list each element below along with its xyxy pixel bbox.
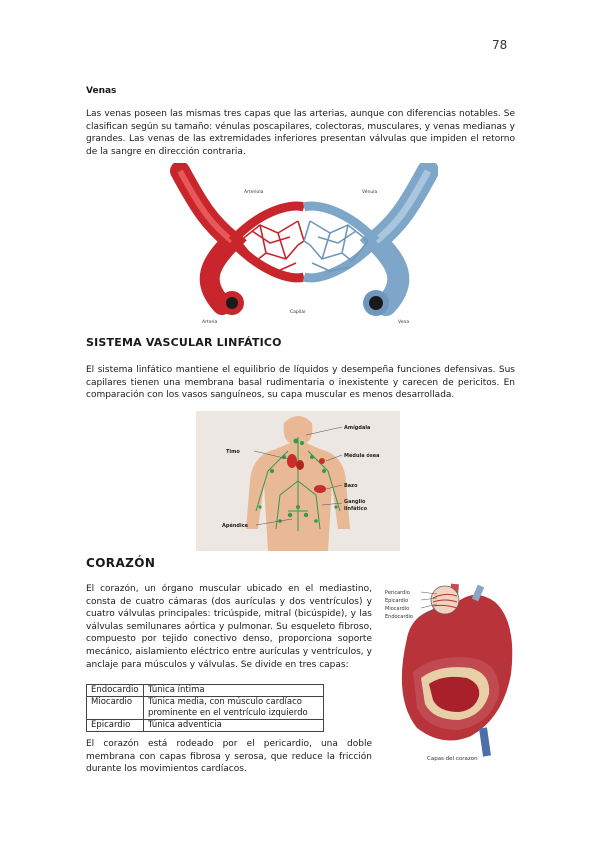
label-ganglio-2: linfático <box>344 506 368 512</box>
label-venula: Vénula <box>362 190 378 195</box>
layer-description-cell: Túnica adventicia <box>144 720 324 732</box>
label-endocardio: Endocardio <box>385 614 413 620</box>
vessels-illustration <box>170 163 438 328</box>
heart-layers-illustration <box>383 578 523 766</box>
layer-description-cell: Túnica íntima <box>144 685 324 697</box>
label-epicardio: Epicardio <box>385 598 409 604</box>
lymphatic-system-illustration <box>196 411 400 551</box>
paragraph-corazon-pericardio: El corazón está rodeado por el pericardio, una doble membrana con capas fibrosa y serosa, que reduce la fricción durante los movimientos cardíacos. <box>86 739 372 775</box>
table-row <box>87 685 324 697</box>
layer-name-cell: Epicardio <box>87 720 144 732</box>
label-amigdala: Amígdala <box>344 425 371 431</box>
label-arteriola: Arteriola <box>244 190 264 195</box>
paragraph-linfatico: El sistema linfático mantiene el equilibrio de líquidos y desempeña funciones defensivas. Sus capilares tienen una membrana basal rudimentaria o inexistente y carecen de pericitos. En comparación con los vasos sanguíneos, su capa muscular es menos desarrollada. <box>86 365 515 401</box>
layer-description-cell: Túnica media, con músculo cardíaco prominente en el ventrículo izquierdo <box>144 697 324 720</box>
paragraph-venas: Las venas poseen las mismas tres capas que las arterias, aunque con diferencias notables. Se clasifican según su tamaño: vénulas poscapilares, colectoras, musculares, y venas medianas y grandes. Las venas de las extremidades inferiores presentan válvulas que impiden el retorno de la sangre en dirección contraria. <box>86 109 515 157</box>
label-apendice: Apéndice <box>222 523 249 529</box>
section-title-corazon: CORAZÓN <box>86 556 156 570</box>
table-row <box>87 697 324 720</box>
figure-caption-heart: Capas del corazon <box>427 756 478 762</box>
layer-name-cell: Endocardio <box>87 685 144 697</box>
paragraph-corazon-intro: El corazón, un órgano muscular ubicado en el mediastino, consta de cuatro cámaras (dos aurículas y dos ventrículos) y cuatro válvulas principales: tricúspide, mitral (bicúspide), y las válvulas semilunares aórtica y pulmonar. Su esqueleto fibroso, compuesto por tejido conectivo denso, proporciona soporte mecánico, aislamiento eléctrico entre aurículas y ventrículos, y anclaje para músculos y válvulas. Se divide en tres capas: <box>86 584 372 670</box>
table-row <box>87 720 324 732</box>
label-ganglio-1: Ganglio <box>344 499 366 505</box>
label-arteria: Arteria <box>202 320 218 325</box>
label-vena: Vena <box>398 320 410 325</box>
label-miocardio: Miocardio <box>385 606 410 612</box>
label-bazo: Bazo <box>344 483 358 489</box>
label-timo: Timo <box>226 449 240 455</box>
label-pericardio: Pericardio <box>385 590 410 596</box>
layer-name-cell: Miocardio <box>87 697 144 720</box>
label-capilar: Capilar <box>290 310 306 315</box>
heart-layers-table <box>86 684 324 732</box>
label-medula: Médula ósea <box>344 453 380 459</box>
page-number: 78 <box>492 38 508 52</box>
heading-venas: Venas <box>86 86 117 96</box>
section-title-linfatico: SISTEMA VASCULAR LINFÁTICO <box>86 336 282 349</box>
